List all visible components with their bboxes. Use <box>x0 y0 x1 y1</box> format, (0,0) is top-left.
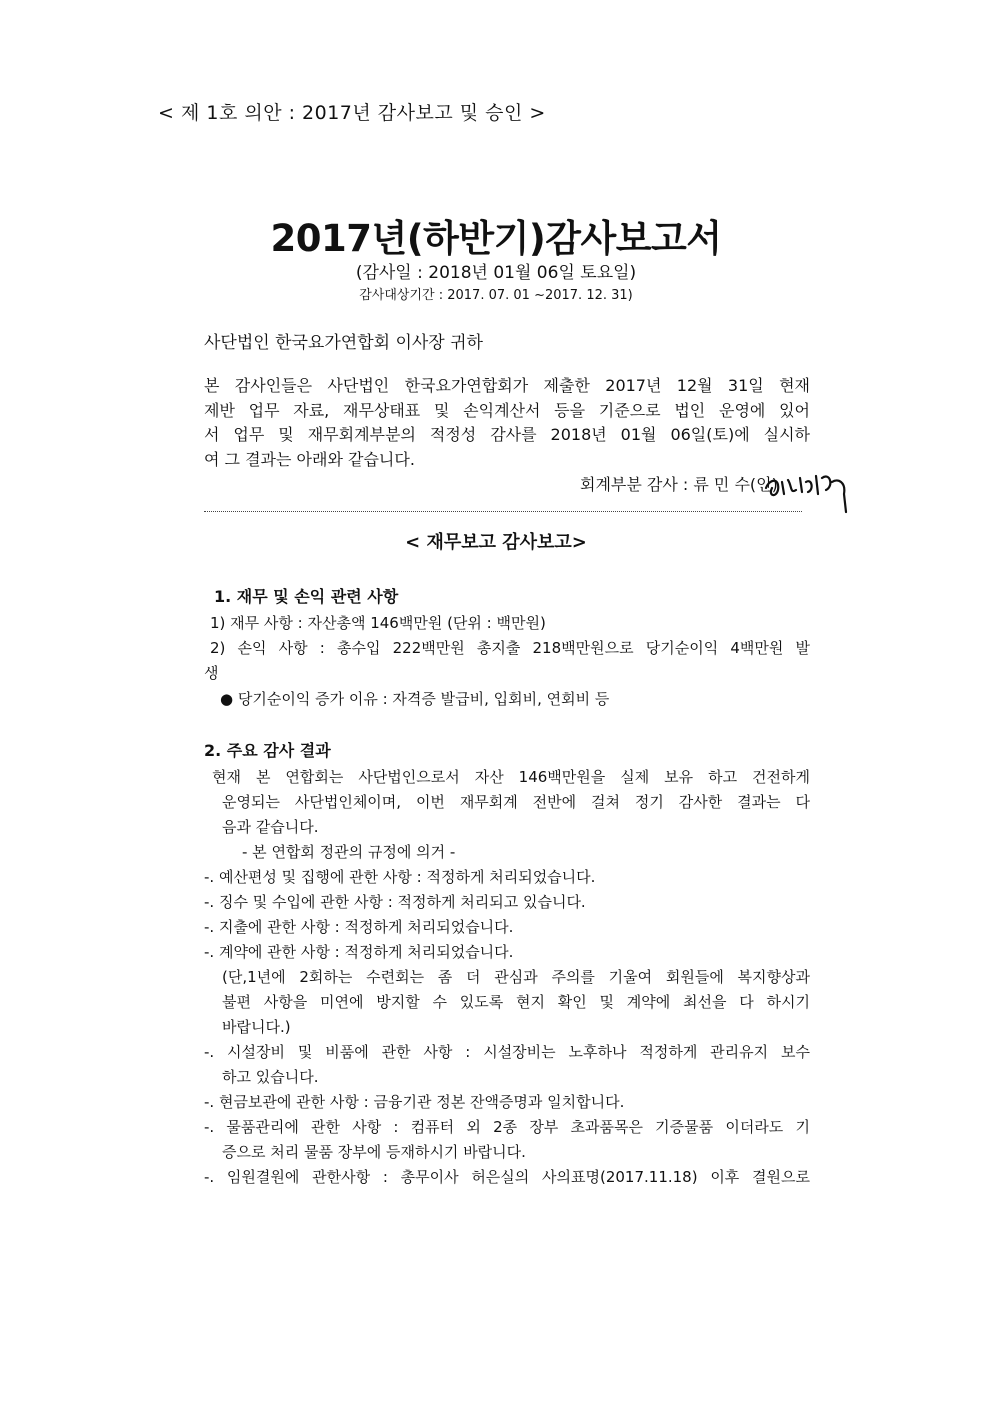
addressee: 사단법인 한국요가연합회 이사장 귀하 <box>204 333 483 353</box>
audit-date: (감사일 : 2018년 01월 06일 토요일) <box>355 263 637 283</box>
report-title: 2017년(하반기)감사보고서 <box>270 217 722 260</box>
summary-line: 현재 본 연합회는 사단법인으로서 자산 146백만원을 실제 보유 하고 건전하게 <box>212 768 810 786</box>
finance-item: 1) 재무 사항 : 자산총액 146백만원 (단위 : 백만원) <box>210 614 546 632</box>
audit-item-facilities-continued: 하고 있습니다. <box>222 1068 319 1086</box>
audit-item-goods: -. 물품관리에 관한 사항 : 컴퓨터 외 2종 장부 초과품목은 기증물품 이더라도 기 <box>204 1118 810 1136</box>
contract-note-line: (단,1년에 2회하는 수련회는 좀 더 관심과 주의를 기울여 회원들에 복지향상과 <box>222 968 810 986</box>
agenda-title: < 제 1호 의안 : 2017년 감사보고 및 승인 > <box>158 102 546 124</box>
contract-note-line: 불편 사항을 미연에 방지할 수 있도록 현지 확인 및 계약에 최선을 다 하시기 <box>222 993 810 1011</box>
summary-line: 음과 같습니다. <box>222 818 319 836</box>
audit-item-cash: -. 현금보관에 관한 사항 : 금융기관 정본 잔액증명과 일치합니다. <box>204 1093 625 1111</box>
intro-line: 제반 업무 자료, 재무상태표 및 손익계산서 등을 기준으로 법인 운영에 있어 <box>204 400 810 420</box>
part2-heading: 2. 주요 감사 결과 <box>204 741 331 760</box>
contract-note-line: 바랍니다.) <box>222 1018 291 1036</box>
section-title: < 재무보고 감사보고> <box>405 532 587 553</box>
intro-line: 서 업무 및 재무회계부분의 적정성 감사를 2018년 01월 06일(토)에 실시하 <box>204 425 810 444</box>
intro-line: 여 그 결과는 아래와 같습니다. <box>204 449 415 469</box>
audit-item-facilities: -. 시설장비 및 비품에 관한 사항 : 시설장비는 노후하나 적정하게 관리유지 보수 <box>204 1043 810 1061</box>
basis-line: - 본 연합회 정관의 규정에 의거 - <box>242 843 456 861</box>
audit-item-vacancy: -. 임원결원에 관한사항 : 총무이사 허은실의 사의표명(2017.11.18) 이후 결원으로 <box>204 1168 810 1186</box>
audit-item-goods-continued: 증으로 처리 물품 장부에 등재하시기 바랍니다. <box>222 1143 526 1161</box>
summary-line: 운영되는 사단법인체이며, 이번 재무회계 전반에 걸쳐 정기 감사한 결과는 다 <box>222 793 810 811</box>
intro-line: 본 감사인들은 사단법인 한국요가연합회가 제출한 2017년 12월 31일 현재 <box>204 376 810 395</box>
dotted-divider <box>204 511 802 512</box>
intro-paragraph <box>204 374 810 472</box>
audit-item-expense: -. 지출에 관한 사항 : 적정하게 처리되었습니다. <box>204 918 514 936</box>
audit-item-revenue: -. 징수 및 수입에 관한 사항 : 적정하게 처리되고 있습니다. <box>204 893 586 911</box>
profit-item: 2) 손익 사항 : 총수입 222백만원 총지출 218백만원으로 당기순이익 4백만원 발 <box>210 639 810 657</box>
profit-item-continued: 생 <box>204 664 219 682</box>
profit-reason-bullet: ● 당기순이익 증가 이유 : 자격증 발급비, 입회비, 연회비 등 <box>220 690 610 708</box>
audit-item-contract: -. 계약에 관한 사항 : 적정하게 처리되었습니다. <box>204 943 514 961</box>
signer-line: 회계부분 감사 : 류 민 수(인) <box>580 475 778 494</box>
audit-item-budget: -. 예산편성 및 집행에 관한 사항 : 적정하게 처리되었습니다. <box>204 868 596 886</box>
audit-period: 감사대상기간 : 2017. 07. 01 ~2017. 12. 31) <box>359 288 633 303</box>
part1-heading: 1. 재무 및 손익 관련 사항 <box>214 587 399 606</box>
